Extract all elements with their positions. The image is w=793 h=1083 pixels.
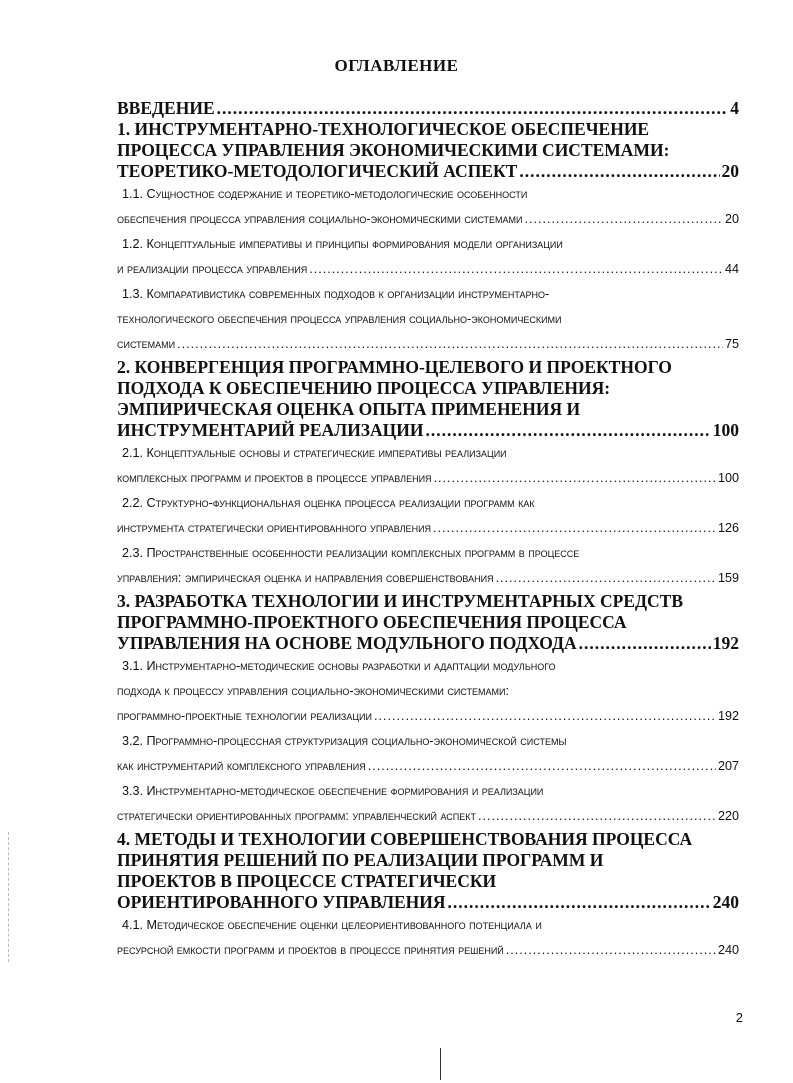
toc-chapter-3[interactable]	[117, 591, 739, 654]
leader-dots	[506, 938, 716, 963]
chapter-line: 1. ИНСТРУМЕНТАРНО-ТЕХНОЛОГИЧЕСКОЕ ОБЕСПЕЧЕНИЕ	[117, 119, 650, 139]
section-line: и реализации процесса управления	[117, 262, 308, 276]
chapter-line: ПРИНЯТИЯ РЕШЕНИЙ ПО РЕАЛИЗАЦИИ ПРОГРАММ И	[117, 850, 604, 870]
section-line: 3.1. Инструментарно-методические основы разработки и адаптации модульного	[122, 659, 556, 673]
section-line: подхода к процессу управления социально-экономическими системами:	[117, 684, 509, 698]
section-line: 3.2. Программно-процессная структуризация социально-экономической системы	[122, 734, 567, 748]
toc-page-number: 100	[717, 471, 739, 485]
section-line: стратегически ориентированных программ: управленческий аспект	[117, 809, 477, 823]
page-number: 2	[735, 1010, 743, 1025]
section-line: 2.2. Структурно-функциональная оценка процесса реализации программ как	[122, 496, 535, 510]
section-line: 1.2. Концептуальные императивы и принципы формирования модели организации	[122, 237, 563, 251]
toc-page-number: 126	[717, 521, 739, 535]
toc-page-number: 20	[724, 212, 739, 226]
chapter-line: ОРИЕНТИРОВАННОГО УПРАВЛЕНИЯ	[117, 892, 446, 912]
leader-dots	[217, 98, 729, 119]
leader-dots	[448, 892, 711, 913]
leader-dots	[309, 257, 723, 282]
toc-page-number: 159	[717, 571, 739, 585]
leader-dots	[579, 633, 711, 654]
chapter-line: 3. РАЗРАБОТКА ТЕХНОЛОГИИ И ИНСТРУМЕНТАРНЫХ СРЕДСТВ	[117, 591, 684, 611]
toc-section-2-2[interactable]	[117, 491, 739, 541]
chapter-line: 4. МЕТОДЫ И ТЕХНОЛОГИИ СОВЕРШЕНСТВОВАНИЯ ПРОЦЕССА	[117, 829, 693, 849]
toc-section-1-1[interactable]	[117, 182, 739, 232]
toc-page-number: 20	[721, 161, 739, 181]
section-line: обеспечения процесса управления социально-экономическими системами	[117, 212, 523, 226]
toc-page-number: 240	[717, 943, 739, 957]
toc-section-2-3[interactable]	[117, 541, 739, 591]
section-line: системами	[117, 337, 176, 351]
section-line: комплексных программ и проектов в процессе управления	[117, 471, 432, 485]
toc-page-number: 207	[717, 759, 739, 773]
toc-section-2-1[interactable]	[117, 441, 739, 491]
leader-dots	[177, 332, 723, 357]
leader-dots	[368, 754, 716, 779]
leader-dots	[496, 566, 716, 591]
scan-bottom-mark	[440, 1048, 441, 1080]
chapter-line: УПРАВЛЕНИЯ НА ОСНОВЕ МОДУЛЬНОГО ПОДХОДА	[117, 633, 577, 653]
chapter-line: ЭМПИРИЧЕСКАЯ ОЦЕНКА ОПЫТА ПРИМЕНЕНИЯ И	[117, 399, 581, 419]
toc-section-3-2[interactable]	[117, 729, 739, 779]
toc-chapter-4[interactable]	[117, 829, 739, 913]
toc-chapter-2[interactable]	[117, 357, 739, 441]
chapter-line: ТЕОРЕТИКО-МЕТОДОЛОГИЧЕСКИЙ АСПЕКТ	[117, 161, 518, 181]
chapter-line: ПРОЦЕССА УПРАВЛЕНИЯ ЭКОНОМИЧЕСКИМИ СИСТЕМАМИ:	[117, 140, 670, 160]
leader-dots	[374, 704, 716, 729]
scan-margin-mark	[8, 832, 10, 962]
table-of-contents	[117, 98, 739, 963]
chapter-line: 2. КОНВЕРГЕНЦИЯ ПРОГРАММНО-ЦЕЛЕВОГО И ПРОЕКТНОГО	[117, 357, 672, 377]
toc-page-number: 4	[730, 98, 739, 118]
leader-dots	[524, 207, 723, 232]
toc-chapter-1[interactable]	[117, 119, 739, 182]
leader-dots	[433, 516, 716, 541]
chapter-line: ИНСТРУМЕНТАРИЙ РЕАЛИЗАЦИИ	[117, 420, 424, 440]
chapter-line: ПРОЕКТОВ В ПРОЦЕССЕ СТРАТЕГИЧЕСКИ	[117, 871, 497, 891]
leader-dots	[519, 161, 719, 182]
toc-section-1-2[interactable]	[117, 232, 739, 282]
leader-dots	[434, 466, 716, 491]
chapter-line: ПРОГРАММНО-ПРОЕКТНОГО ОБЕСПЕЧЕНИЯ ПРОЦЕССА	[117, 612, 627, 632]
section-line: 1.3. Компаративистика современных подходов к организации инструментарно-	[122, 287, 550, 301]
section-line: инструмента стратегически ориентированного управления	[117, 521, 432, 535]
section-line: управления: эмпирическая оценка и направления совершенствования	[117, 571, 494, 585]
leader-dots	[478, 804, 716, 829]
page-title: ОГЛАВЛЕНИЕ	[334, 56, 459, 75]
toc-section-1-3[interactable]	[117, 282, 739, 357]
section-line: 1.1. Сущностное содержание и теоретико-методологические особенности	[122, 187, 528, 201]
chapter-line: ПОДХОДА К ОБЕСПЕЧЕНИЮ ПРОЦЕССА УПРАВЛЕНИЯ:	[117, 378, 611, 398]
section-line: технологического обеспечения процесса управления социально-экономическими	[117, 312, 562, 326]
toc-page-number: 75	[724, 337, 739, 351]
leader-dots	[426, 420, 711, 441]
section-line: 3.3. Инструментарно-методическое обеспечение формирования и реализации	[122, 784, 544, 798]
toc-page-number: 100	[712, 420, 739, 440]
toc-section-4-1[interactable]	[117, 913, 739, 963]
toc-page-number: 240	[712, 892, 739, 912]
section-line: как инструментарий комплексного управления	[117, 759, 366, 773]
section-line: 4.1. Методическое обеспечение оценки целеориентивованного потенциала и	[122, 918, 542, 932]
section-line: 2.3. Пространственные особенности реализации комплексных программ в процессе	[122, 546, 580, 560]
section-line: 2.1. Концептуальные основы и стратегические императивы реализации	[122, 446, 507, 460]
toc-section-3-1[interactable]	[117, 654, 739, 729]
toc-entry-intro[interactable]	[117, 98, 739, 119]
section-line: программно-проектные технологии реализации	[117, 709, 372, 723]
toc-page-number: 220	[717, 809, 739, 823]
toc-page-number: 192	[717, 709, 739, 723]
toc-page-number: 192	[712, 633, 739, 653]
section-line: ресурсной емкости программ и проектов в процессе принятия решений	[117, 943, 504, 957]
toc-page-number: 44	[724, 262, 739, 276]
toc-entry-text: ВВЕДЕНИЕ	[117, 98, 215, 118]
toc-section-3-3[interactable]	[117, 779, 739, 829]
